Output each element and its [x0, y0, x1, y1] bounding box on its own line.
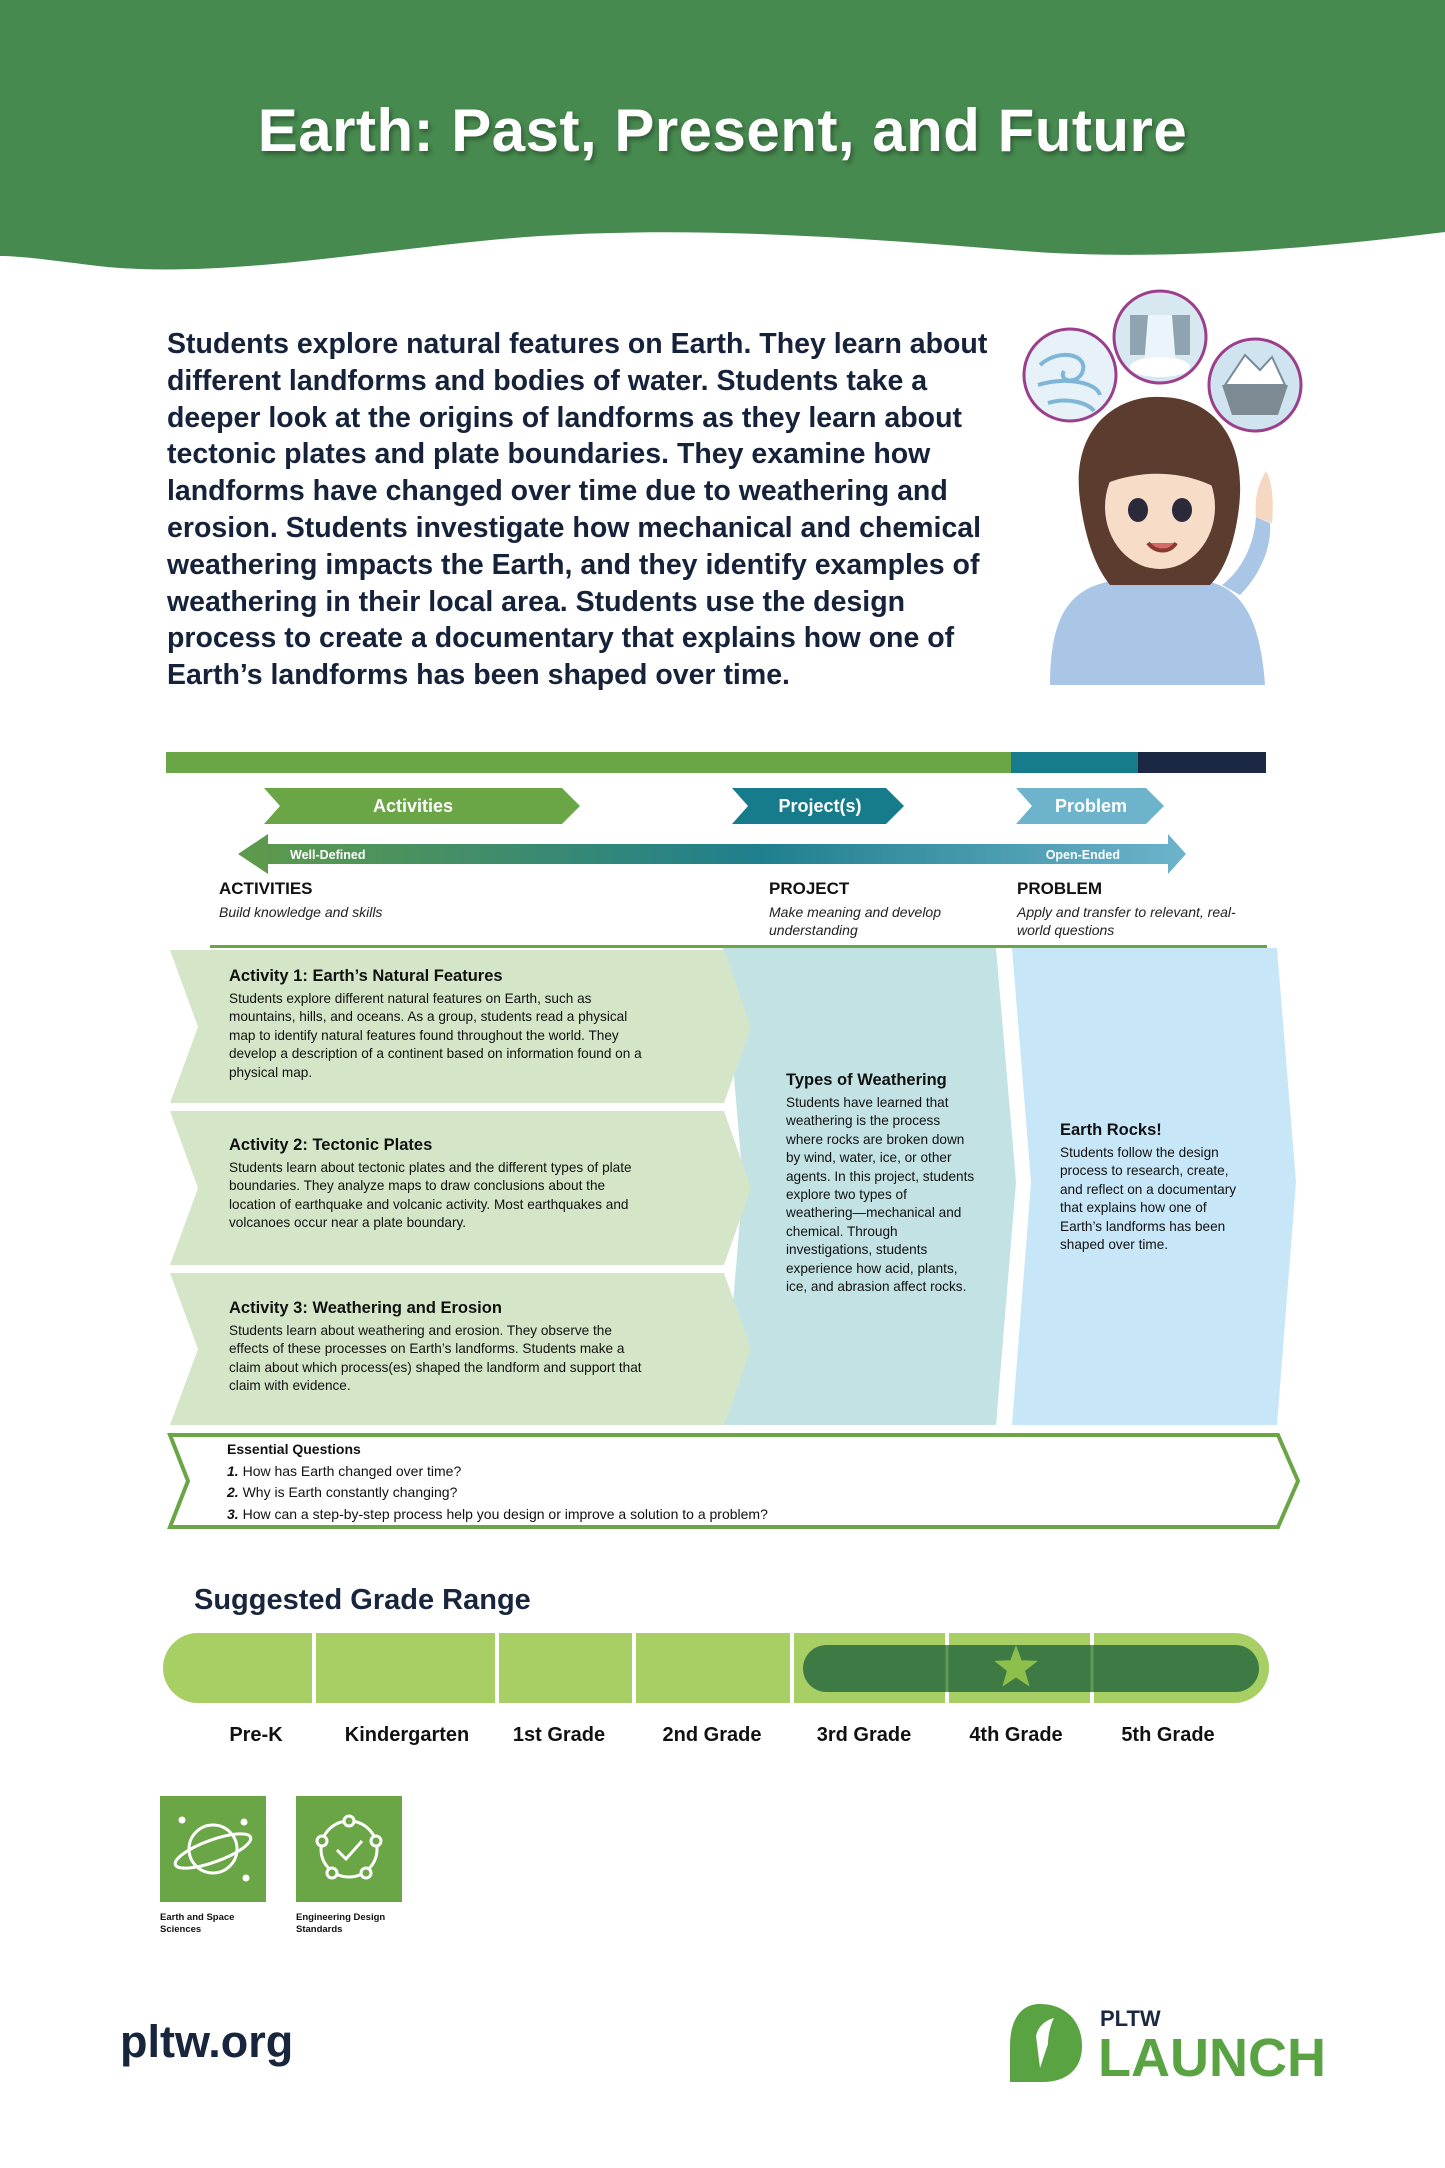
wind-bubble-icon: [1024, 329, 1116, 421]
activities-heading: ACTIVITIES: [219, 879, 313, 898]
grade-label: Pre-K: [229, 1724, 283, 1746]
project-heading: PROJECT: [769, 879, 850, 898]
grade-range-bar: [160, 1630, 1272, 1706]
phase-bar-activities: [166, 752, 1011, 773]
activity-2-line: Students learn about tectonic plates and the different types of plate: [229, 1160, 632, 1175]
pltw-launch-logo: [1000, 1996, 1340, 2086]
projects-arrow-label: Project(s): [778, 796, 862, 816]
student-illustration: [1010, 285, 1310, 690]
scale-arrow: [238, 834, 1186, 874]
scale-left-label: Well-Defined: [290, 848, 366, 862]
selected-grade-range: [803, 1645, 1259, 1692]
activity-2-card: [229, 1136, 739, 1233]
activity-1-line: map to identify natural features found throughout the world. They: [229, 1027, 619, 1043]
activity-2-line: location of earthquake and volcanic activity. Most earthquakes and: [229, 1196, 629, 1212]
intro-line: erosion. Students investigate how mechanical and chemical: [167, 511, 982, 544]
project-line: investigations, students: [786, 1242, 928, 1258]
intro-line: deeper look at the origins of landforms as they learn about: [167, 401, 962, 434]
intro-line: weathering in their local area. Students use the design: [167, 585, 906, 618]
standard-label: Engineering Design Standards: [296, 1912, 386, 1935]
intro-paragraph: [167, 326, 997, 694]
project-column-head: [769, 879, 1009, 939]
intro-line: weathering impacts the Earth, and they identify examples of: [167, 548, 980, 581]
problem-line: and reflect on a documentary: [1060, 1181, 1237, 1197]
project-title: Types of Weathering: [786, 1071, 947, 1089]
problem-card: [1060, 1121, 1270, 1254]
activity-2-title: Activity 2: Tectonic Plates: [229, 1136, 433, 1154]
activity-2-line: volcanoes occur near a plate boundary.: [229, 1215, 467, 1231]
project-line: ice, and abrasion affect rocks.: [786, 1279, 967, 1295]
essential-questions-heading: Essential Questions: [227, 1441, 361, 1457]
activity-3-line: Students learn about weathering and erosion. They observe the: [229, 1323, 612, 1338]
essential-questions: [227, 1439, 1027, 1525]
project-card: [786, 1071, 1016, 1296]
grade-label: 1st Grade: [512, 1724, 606, 1746]
project-line: chemical. Through: [786, 1223, 898, 1239]
problem-line: process to research, create,: [1060, 1163, 1229, 1179]
grade-label: 5th Grade: [1121, 1724, 1215, 1746]
grade-label: 2nd Grade: [662, 1724, 762, 1746]
essential-question-item: 2. Why is Earth constantly changing?: [227, 1484, 458, 1500]
project-subheading: Make meaning and develop: [769, 904, 942, 920]
problem-heading: PROBLEM: [1017, 879, 1102, 898]
problem-title: Earth Rocks!: [1060, 1121, 1162, 1139]
page-title: Earth: Past, Present, and Future: [257, 97, 1188, 164]
project-line: experience how acid, plants,: [786, 1260, 958, 1276]
activity-3-line: claim with evidence.: [229, 1378, 351, 1394]
project-line: by wind, water, ice, or other: [786, 1150, 952, 1166]
activity-1-line: mountains, hills, and oceans. As a group, students read a physical: [229, 1009, 628, 1025]
problem-arrow-label: Problem: [1054, 796, 1128, 816]
problem-line: Earth’s landforms has been: [1060, 1218, 1226, 1234]
logo-bottom-text: LAUNCH: [1098, 2028, 1326, 2086]
grade-label: 3rd Grade: [816, 1724, 912, 1746]
logo-top-text: PLTW: [1100, 2006, 1161, 2031]
waterfall-bubble-icon: [1114, 291, 1206, 383]
engineering-design-tile: [296, 1796, 402, 1902]
activity-1-card: [229, 967, 739, 1082]
intro-line: landforms have changed over time due to weathering and: [167, 475, 948, 508]
activity-3-line: claim about which process(es) shaped the landform and support that: [229, 1359, 642, 1375]
project-line: weathering—mechanical and: [786, 1205, 962, 1221]
activities-arrow-label: Activities: [372, 796, 454, 816]
activities-subheading: Build knowledge and skills: [219, 904, 383, 920]
activity-1-title: Activity 1: Earth’s Natural Features: [229, 967, 503, 985]
intro-line: tectonic plates and plate boundaries. They examine how: [167, 438, 931, 471]
intro-line: Students explore natural features on Earth. They learn about: [167, 328, 988, 360]
grade-label: Kindergarten: [344, 1724, 470, 1746]
activity-3-line: effects of these processes on Earth’s landforms. Students make a: [229, 1341, 625, 1357]
earth-space-sciences-tile: [160, 1796, 266, 1902]
problem-subheading: world questions: [1017, 922, 1115, 938]
grade-label: 4th Grade: [969, 1724, 1063, 1746]
essential-question-item: 3. How can a step-by-step process help you design or improve a solution to a problem?: [227, 1505, 768, 1522]
project-line: where rocks are broken down: [786, 1131, 965, 1147]
activity-2-line: boundaries. They analyze maps to draw conclusions about the: [229, 1178, 606, 1194]
phase-bar-project: [1011, 752, 1138, 773]
activity-1-line: Students explore different natural features on Earth, such as: [229, 991, 592, 1006]
project-line: agents. In this project, students: [786, 1168, 975, 1184]
grade-range-heading: Suggested Grade Range: [194, 1584, 531, 1616]
student-figure: [1050, 397, 1273, 685]
scale-right-label: Open-Ended: [1045, 848, 1120, 862]
activities-column-head: [219, 879, 739, 921]
intro-line: Earth’s landforms has been shaped over time.: [167, 659, 790, 692]
problem-column-head: [1017, 879, 1277, 939]
standard-label: Earth and Space Sciences: [160, 1912, 235, 1935]
activity-3-card: [229, 1299, 739, 1396]
project-subheading: understanding: [769, 922, 858, 938]
intro-line: different landforms and bodies of water. Students take a: [167, 364, 928, 397]
intro-line: process to create a documentary that explains how one of: [167, 622, 955, 655]
project-line: weathering is the process: [786, 1113, 941, 1129]
essential-question-item: 1. How has Earth changed over time?: [227, 1462, 462, 1479]
problem-line: that explains how one of: [1060, 1200, 1207, 1216]
project-line: Students have learned that: [786, 1095, 949, 1110]
activity-1-line: physical map.: [229, 1064, 313, 1080]
project-line: explore two types of: [786, 1187, 907, 1203]
problem-line: shaped over time.: [1060, 1237, 1169, 1253]
iceberg-bubble-icon: [1209, 339, 1301, 431]
site-url-link[interactable]: pltw.org: [120, 2016, 294, 2067]
problem-subheading: Apply and transfer to relevant, real-: [1017, 904, 1236, 920]
activity-1-line: develop a description of a continent based on information found on a: [229, 1046, 642, 1062]
phase-bar-problem: [1138, 752, 1266, 773]
problem-line: Students follow the design: [1060, 1145, 1219, 1160]
activity-3-title: Activity 3: Weathering and Erosion: [229, 1299, 502, 1317]
